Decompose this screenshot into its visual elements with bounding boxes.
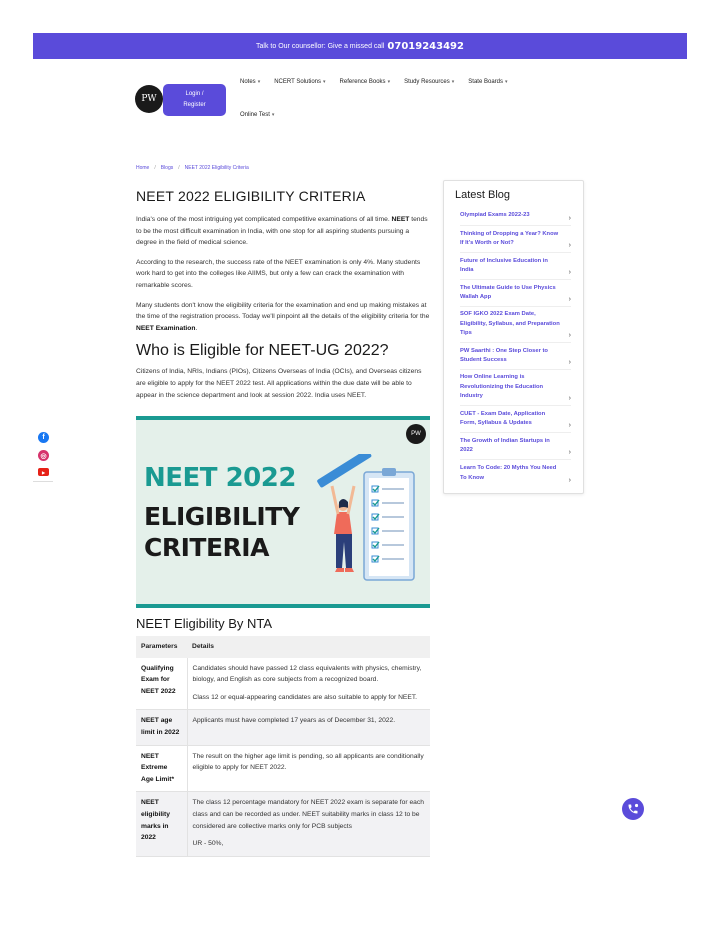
column-header: Details: [187, 636, 430, 658]
banner-bottom-band: [136, 604, 430, 608]
latest-blog-item[interactable]: Future of Inclusive Education in India ›: [460, 253, 571, 280]
register-label: Register: [183, 102, 206, 108]
success-rate-paragraph: According to the research, the success rate of the NEET examination is only 4%. Many students work hard to get into the colleges like AIIMS, but only a few can crack the examination with remarkable scores.: [136, 258, 421, 289]
login-label: Login /: [185, 91, 204, 97]
table-cell-param: NEET age limit in 2022: [136, 710, 187, 745]
latest-blog-item[interactable]: Learn To Code: 20 Myths You Need To Know ›: [460, 465, 571, 484]
latest-blog-item[interactable]: Thinking of Dropping a Year? Know If It's Worth or Not? ›: [460, 226, 571, 253]
nav-item-study-resources[interactable]: Study Resources ▾: [404, 79, 455, 85]
top-announcement-bar: [33, 33, 687, 59]
table-cell-details: Applicants must have completed 17 years as of December 31, 2022.: [187, 710, 430, 745]
table-cell-details: The class 12 percentage mandatory for NEET 2022 exam is separate for each class and can be recorded as under. NEET suitability marks in class 12 to be considered are collective marks only for PCB subjects UR - 50%,: [187, 792, 430, 856]
banner-eligibility-text: ELIGIBILITY CRITERIA: [144, 502, 300, 562]
chevron-right-icon: ›: [568, 242, 571, 249]
chevron-down-icon: ▾: [271, 112, 275, 118]
breadcrumb-current: NEET 2022 Eligibility Criteria: [184, 165, 249, 171]
table-row: [136, 658, 430, 710]
eligibility-paragraph: Citizens of India, NRIs, Indians (PIOs), Citizens Overseas of India (OCIs), and Overseas citizens are eligible to apply for the NEET 2022 test. All applications within the due date will be able to appear in the science department and look at session 2022. India uses NEET.: [136, 368, 422, 399]
latest-blog-title: Latest Blog: [455, 189, 511, 201]
eligibility-by-nta-heading: NEET Eligibility By NTA: [136, 616, 273, 631]
chevron-down-icon: ▾: [257, 79, 261, 85]
chevron-right-icon: ›: [568, 449, 571, 456]
latest-blog-item[interactable]: CUET - Exam Date, Application Form, Syllabus & Updates ›: [460, 406, 571, 433]
table-cell-param: Qualifying Exam for NEET 2022: [136, 658, 187, 710]
facebook-icon[interactable]: f: [38, 432, 49, 443]
latest-blog-item[interactable]: The Ultimate Guide to Use Physics Wallah App ›: [460, 280, 571, 307]
counsellor-text: Talk to Our counsellor: Give a missed call: [256, 42, 385, 50]
breadcrumb-separator: /: [178, 165, 180, 171]
breadcrumb: [136, 165, 249, 171]
table-row: [136, 792, 430, 856]
nav-item-ncert-solutions[interactable]: NCERT Solutions ▾: [274, 79, 326, 85]
eligibility-table: [136, 636, 430, 857]
student-checklist-illustration: [306, 454, 426, 594]
banner-top-band: [136, 416, 430, 420]
counsellor-phone-link[interactable]: 07019243492: [387, 40, 464, 52]
breadcrumb-separator: /: [154, 165, 156, 171]
chevron-down-icon: ▾: [323, 79, 326, 85]
pw-logo[interactable]: PW: [135, 85, 163, 113]
nav-item-reference-books[interactable]: Reference Books ▾: [339, 79, 391, 85]
table-row: [136, 710, 430, 745]
article-title: NEET 2022 ELIGIBILITY CRITERIA: [136, 188, 366, 204]
latest-blog-item[interactable]: The Growth of Indian Startups in 2022 ›: [460, 433, 571, 460]
chevron-down-icon: ▾: [387, 79, 391, 85]
table-cell-details: The result on the higher age limit is pending, so all applicants are conditionally eligible to apply for NEET 2022.: [187, 745, 430, 792]
youtube-icon[interactable]: ▶: [38, 468, 49, 476]
intro-paragraph: India's one of the most intriguing yet complicated competitive examinations of all time. NEET tends to be the most difficult examination in India, with one stop for all aspiring students pursuing a degree in the field of medical science.: [136, 216, 428, 247]
banner-neet-text: NEET 2022: [144, 463, 296, 493]
table-cell-details: Candidates should have passed 12 class equivalents with physics, chemistry, biology, and English as core subjects from a recognized board. Class 12 or equal-appearing candidates are also suitable to apply for NEET.: [187, 658, 430, 710]
table-header-row: [136, 636, 430, 658]
call-support-button[interactable]: [622, 798, 644, 820]
chevron-right-icon: ›: [568, 215, 571, 222]
main-nav: [240, 79, 508, 85]
nav-item-notes[interactable]: Notes ▾: [240, 79, 261, 85]
column-header: Parameters: [136, 636, 187, 658]
neet-banner-image: [136, 416, 430, 608]
chevron-right-icon: ›: [568, 477, 571, 484]
table-row: [136, 745, 430, 792]
chevron-down-icon: ▾: [504, 79, 508, 85]
who-eligible-heading: Who is Eligible for NEET-UG 2022?: [136, 342, 389, 360]
breadcrumb-blogs[interactable]: Blogs: [160, 165, 174, 171]
mistakes-paragraph: Many students don't know the eligibility criteria for the examination and end up making mistakes at the time of the registration process. Today we'll pinpoint all the details of the eligibility criteria for the NEET Examination.: [136, 301, 430, 332]
pw-badge-icon: PW: [406, 424, 426, 444]
article-body: [136, 188, 430, 409]
instagram-icon[interactable]: ◎: [38, 450, 49, 461]
social-divider: [33, 481, 53, 482]
chevron-down-icon: ▾: [451, 79, 455, 85]
breadcrumb-home[interactable]: Home: [136, 165, 150, 171]
chevron-right-icon: ›: [568, 332, 571, 339]
latest-blog-item[interactable]: PW Saarthi : One Step Closer to Student Success ›: [460, 343, 571, 370]
latest-blog-item[interactable]: SOF IGKO 2022 Exam Date, Eligibility, Syllabus, and Preparation Tips ›: [460, 307, 571, 343]
nav-item-online-test[interactable]: Online Test ▾: [240, 112, 275, 118]
login-register-button[interactable]: [163, 84, 226, 116]
chevron-right-icon: ›: [568, 269, 571, 276]
table-cell-param: NEET Extreme Age Limit*: [136, 745, 187, 792]
phone-icon: [627, 803, 639, 815]
chevron-right-icon: ›: [568, 395, 571, 402]
latest-blog-item[interactable]: How Online Learning is Revolutionizing the Education Industry ›: [460, 370, 571, 406]
nav-item-state-boards[interactable]: State Boards ▾: [468, 79, 508, 85]
latest-blog-item[interactable]: Olympiad Exams 2022-23 ›: [460, 207, 571, 226]
chevron-right-icon: ›: [568, 422, 571, 429]
table-cell-param: NEET eligibility marks in 2022: [136, 792, 187, 856]
chevron-right-icon: ›: [568, 359, 571, 366]
latest-blog-sidebar: [443, 180, 584, 494]
chevron-right-icon: ›: [568, 296, 571, 303]
